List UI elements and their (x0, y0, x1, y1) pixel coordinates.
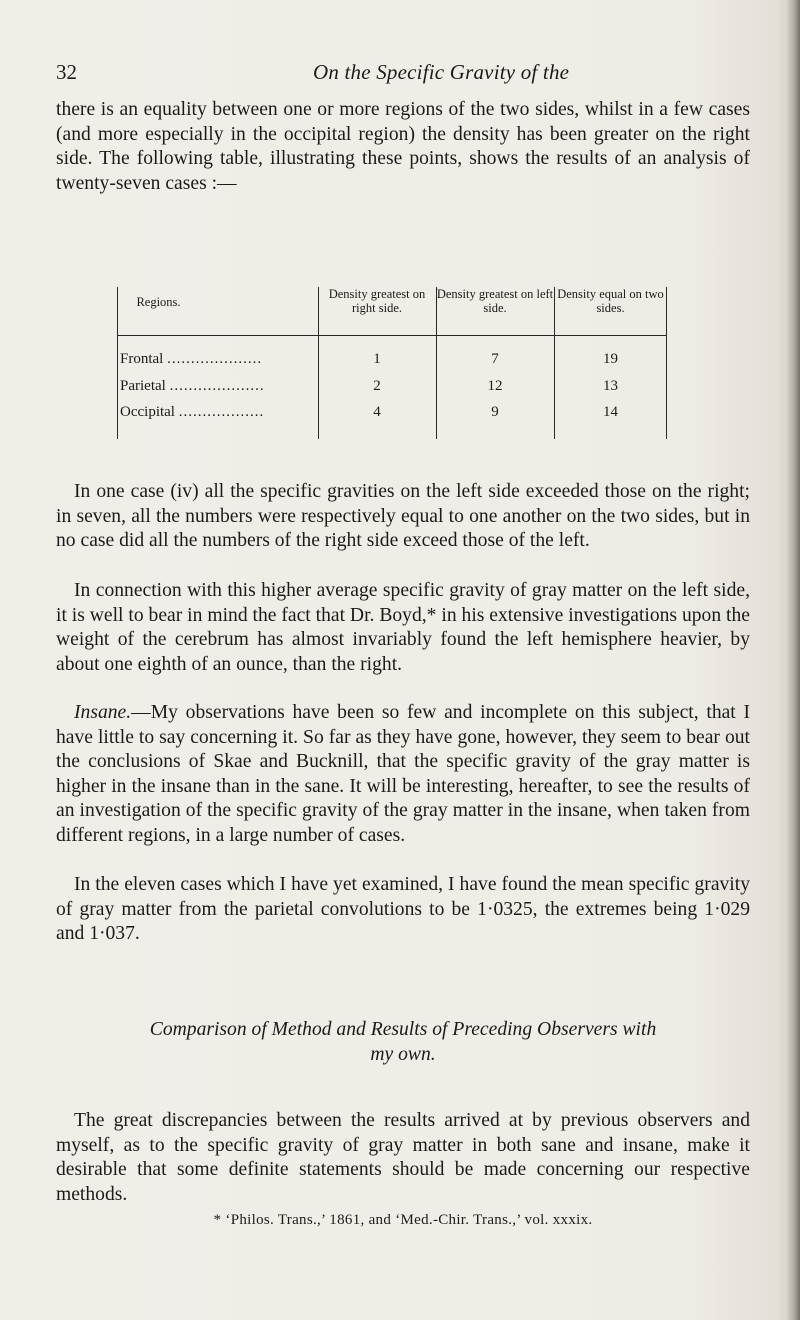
paragraph: The great discrepancies between the results arrived at by previous observers and myself, as to the specific gravity of gray matter in both sane and insane, make it desirable that some definite statements should be made concerning our respective methods. (56, 1110, 750, 1205)
paragraph: In the eleven cases which I have yet examined, I have found the mean specific gravity of gray matter from the parietal convolutions to be 1·0325, the extremes being 1·029 and 1·037. (56, 874, 750, 944)
leader-dots: .................... (167, 351, 263, 367)
value-right: 4 (373, 404, 381, 420)
footnote: * ‘Philos. Trans.,’ 1861, and ‘Med.-Chir. Trans.,’ vol. xxxix. (213, 1212, 593, 1228)
paragraph-text: —My observations have been so few and incomplete on this subject, that I have little to say concerning it. So far as they have gone, however, they seem to bear out the conclusions of Skae and Bucknill, that the specific gravity of the gray matter is higher in the insane than in the sane. It will be interesting, hereafter, to see the results of an investigation of the specific gravity of the gray matter in the insane, when taken from different regions, in a large number of cases. (56, 702, 750, 846)
run-in-heading: Insane. (74, 702, 132, 723)
value-equal: 13 (603, 378, 618, 394)
section-heading-line: my own. (370, 1044, 436, 1065)
region-name: Occipital (120, 404, 175, 420)
region-name: Parietal (120, 378, 166, 394)
value-left: 12 (487, 378, 503, 394)
header-density-right: Density greatest on right side. (328, 287, 426, 315)
table-row (117, 351, 667, 375)
region-cell (120, 378, 312, 395)
header-density-left: Density greatest on left side. (436, 287, 554, 315)
region-cell (120, 404, 312, 421)
value-left: 7 (491, 351, 499, 367)
density-table (117, 287, 667, 439)
region-name: Frontal (120, 351, 164, 367)
value-right: 1 (373, 351, 381, 367)
running-head (56, 60, 746, 90)
section-heading-line: Comparison of Method and Results of Preceding Observers with (149, 1019, 657, 1040)
header-regions: Regions. (136, 295, 181, 309)
paragraph (56, 701, 750, 848)
value-right: 2 (373, 378, 381, 394)
running-title: On the Specific Gravity of the (313, 60, 570, 84)
value-left: 9 (491, 404, 499, 420)
section-heading (56, 1017, 750, 1067)
value-equal: 14 (603, 404, 618, 420)
paragraph: In one case (iv) all the specific gravities on the left side exceeded those on the right; in seven, all the numbers were respectively equal to one another on the two sides, but in no case did all the numbers of the right side exceed those of the left. (56, 481, 750, 551)
header-rule (117, 335, 667, 336)
page-number: 32 (56, 60, 77, 84)
header-density-equal: Density equal on two sides. (557, 287, 664, 315)
table-row (117, 378, 667, 402)
leader-dots: .................... (169, 378, 265, 394)
table-row (117, 404, 667, 428)
region-cell (120, 351, 312, 368)
paragraph: In connection with this higher average specific gravity of gray matter on the left side, it is well to bear in mind the fact that Dr. Boyd,* in his extensive investigations upon the weight of the cerebrum has almost invariably found the left hemisphere heavier, by about one eighth of an ounce, than the right. (56, 580, 750, 675)
leader-dots: .................. (178, 404, 265, 420)
intro-paragraph: there is an equality between one or more regions of the two sides, whilst in a few cases (and more especially in the occipital region) the density has been greater on the right side. The following table, illustrating these points, shows the results of an analysis of twenty-seven cases :— (56, 99, 750, 194)
value-equal: 19 (603, 351, 618, 367)
page-edge-shadow (786, 0, 800, 1320)
table-header (117, 287, 667, 318)
